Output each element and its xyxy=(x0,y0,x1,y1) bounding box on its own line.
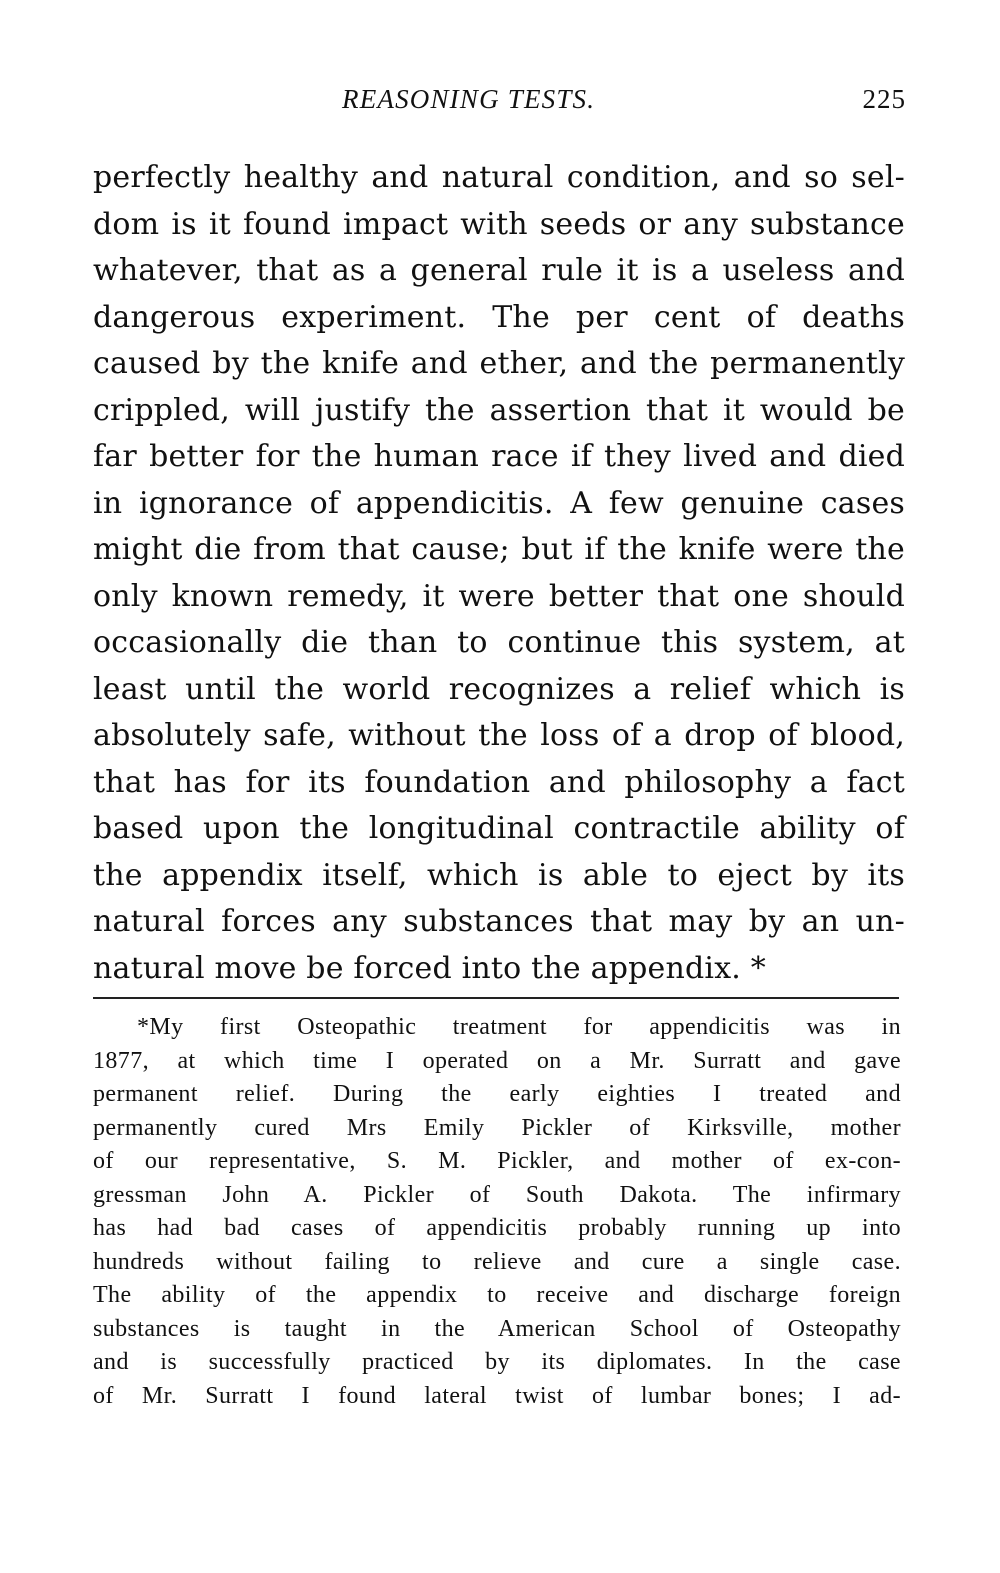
footnote-line: hundreds without failing to relieve and cure a single case. xyxy=(93,1248,901,1275)
running-title: REASONING TESTS. xyxy=(342,84,596,114)
body-line: only known remedy, it were better that one should xyxy=(93,578,905,614)
footnote-line: gressman John A. Pickler of South Dakota. The infirmary xyxy=(93,1181,901,1208)
page-number: 225 xyxy=(862,84,906,114)
body-line: the appendix itself, which is able to eject by its xyxy=(93,857,905,893)
footnote-rule xyxy=(93,997,899,999)
footnote-line: permanent relief. During the early eighties I treated and xyxy=(93,1081,901,1107)
body-line: occasionally die than to continue this system, at xyxy=(93,625,905,660)
body-line: natural move be forced into the appendix. * xyxy=(93,950,766,986)
body-line: crippled, will justify the assertion that it would be xyxy=(93,392,905,428)
footnote-line: has had bad cases of appendicitis probably running up into xyxy=(93,1215,901,1241)
body-line: in ignorance of appendicitis. A few genuine cases xyxy=(93,485,905,521)
footnote-line: of our representative, S. M. Pickler, and mother of ex-con- xyxy=(93,1148,901,1174)
footnote-line: 1877, at which time I operated on a Mr. Surratt and gave xyxy=(93,1047,901,1074)
body-line: whatever, that as a general rule it is a useless and xyxy=(93,253,905,288)
footnote xyxy=(93,1011,901,1413)
body-line: absolutely safe, without the loss of a drop of blood, xyxy=(93,718,905,753)
footnote-line: substances is taught in the American School of Osteopathy xyxy=(93,1315,901,1342)
running-head xyxy=(90,84,906,124)
body-line: dom is it found impact with seeds or any substance xyxy=(93,206,905,242)
footnote-line: *My first Osteopathic treatment for appendicitis was in xyxy=(137,1014,901,1040)
body-line: natural forces any substances that may by an un- xyxy=(93,904,905,939)
footnote-line: and is successfully practiced by its diplomates. In the case xyxy=(93,1349,901,1375)
body-line: caused by the knife and ether, and the permanently xyxy=(93,346,905,381)
body-text xyxy=(93,155,905,992)
body-line: based upon the longitudinal contractile ability of xyxy=(93,811,905,846)
footnote-line: The ability of the appendix to receive and discharge foreign xyxy=(93,1282,901,1308)
footnote-line: permanently cured Mrs Emily Pickler of Kirksville, mother xyxy=(93,1114,901,1141)
body-line: perfectly healthy and natural condition, and so sel- xyxy=(93,160,905,195)
body-line: might die from that cause; but if the knife were the xyxy=(93,532,905,567)
body-line: far better for the human race if they lived and died xyxy=(93,439,905,474)
body-line: least until the world recognizes a relief which is xyxy=(93,671,905,707)
body-line: that has for its foundation and philosophy a fact xyxy=(93,764,905,800)
body-line: dangerous experiment. The per cent of deaths xyxy=(93,299,905,335)
footnote-line: of Mr. Surratt I found lateral twist of lumbar bones; I ad- xyxy=(93,1382,901,1409)
